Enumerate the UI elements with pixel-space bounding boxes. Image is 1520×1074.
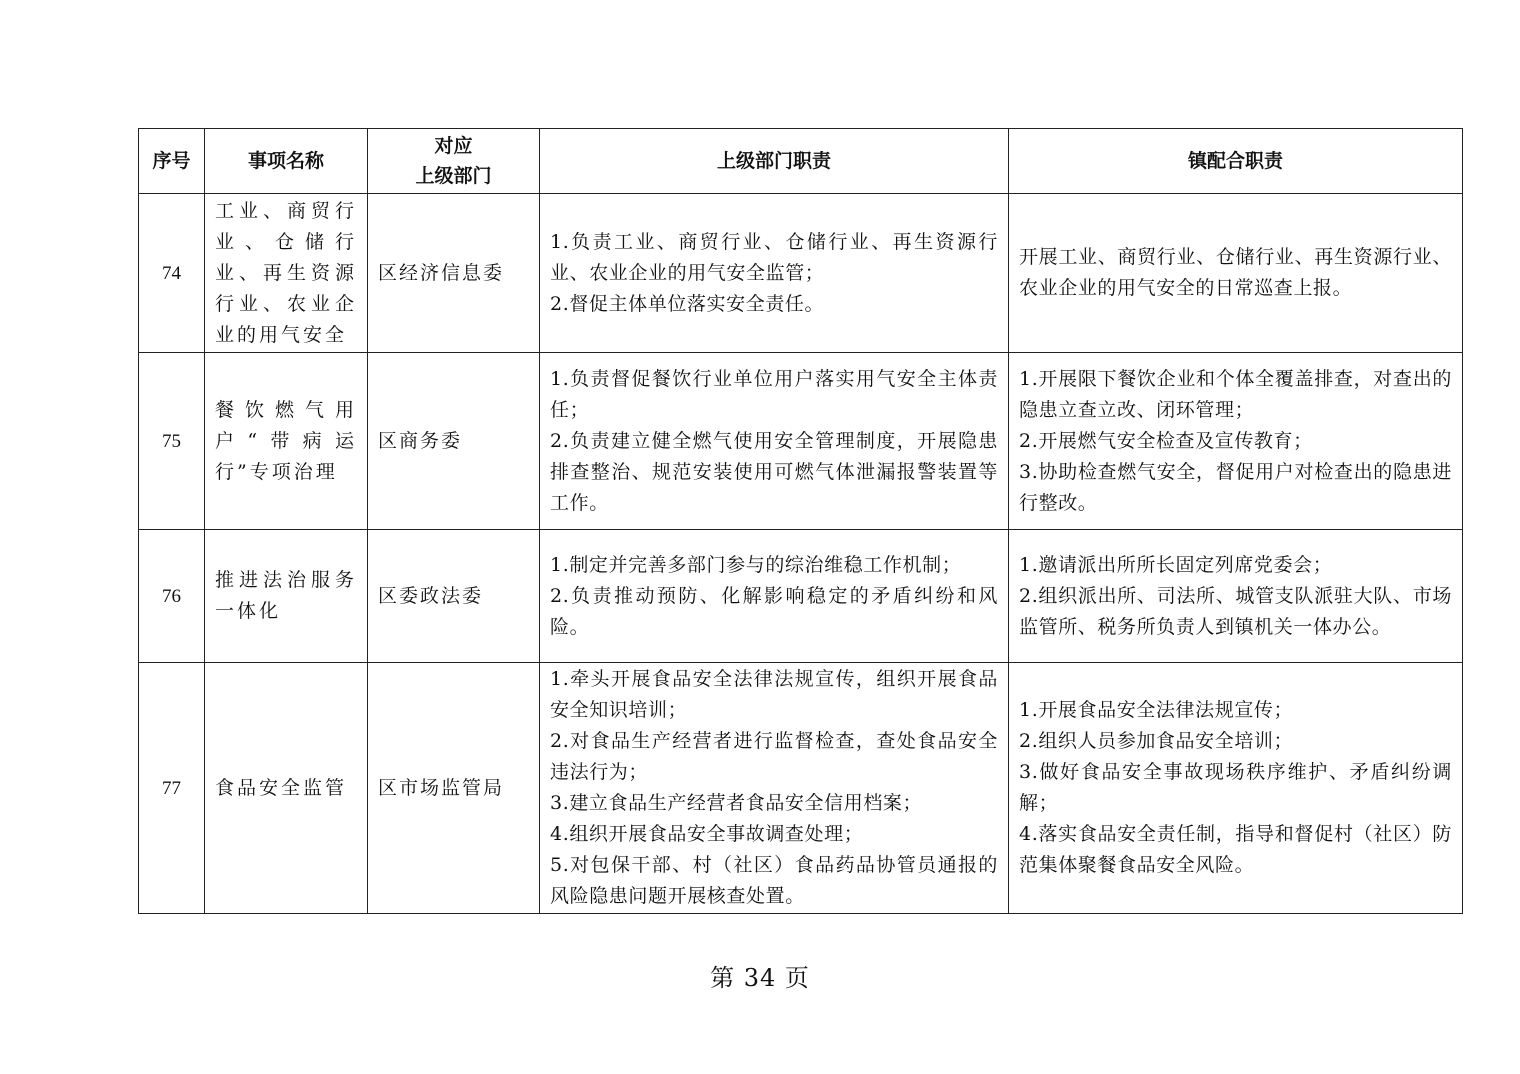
town-duty-item: 开展工业、商贸行业、仓储行业、再生资源行业、农业企业的用气安全的日常巡查上报。 [1019, 246, 1452, 299]
header-upper-duties: 上级部门职责 [540, 129, 1009, 194]
row-town-duties [1009, 353, 1463, 530]
row-serial-no: 75 [139, 353, 205, 530]
row-upper-duties [540, 194, 1009, 353]
row-upper-dept: 区市场监管局 [368, 663, 540, 914]
row-upper-dept: 区委政法委 [368, 530, 540, 663]
row-serial-no: 77 [139, 663, 205, 914]
page-number: 第 34 页 [710, 964, 810, 992]
town-duty-item: 3.协助检查燃气安全，督促用户对检查出的隐患进行整改。 [1019, 460, 1452, 514]
upper-duty-item: 2.督促主体单位落实安全责任。 [550, 292, 825, 315]
table-header-row [139, 129, 1463, 194]
table-row [139, 530, 1463, 663]
row-serial-no: 76 [139, 530, 205, 663]
row-upper-dept: 区经济信息委 [368, 194, 540, 353]
upper-duty-item: 1.牵头开展食品安全法律法规宣传，组织开展食品安全知识培训； [550, 668, 998, 721]
header-town-duties: 镇配合职责 [1009, 129, 1463, 194]
upper-duty-item: 4.组织开展食品安全事故调查处理； [550, 823, 864, 845]
row-town-duties [1009, 663, 1463, 914]
town-duty-item: 3.做好食品安全事故现场秩序维护、矛盾纠纷调解； [1019, 761, 1452, 814]
row-upper-duties [540, 353, 1009, 530]
row-item-name: 食品安全监管 [205, 663, 368, 914]
row-upper-dept: 区商务委 [368, 353, 540, 530]
town-duty-item: 4.落实食品安全责任制，指导和督促村（社区）防范集体聚餐食品安全风险。 [1019, 823, 1452, 876]
header-upper-dept-line2: 上级部门 [415, 165, 492, 187]
row-item-name: 工业、商贸行业、仓储行业、再生资源行业、农业企业的用气安全 [205, 194, 368, 353]
row-serial-no: 74 [139, 194, 205, 353]
table-row [139, 353, 1463, 530]
row-item-name: 推进法治服务一体化 [205, 530, 368, 663]
upper-duty-item: 2.对食品生产经营者进行监督检查，查处食品安全违法行为； [550, 730, 998, 783]
town-duty-item: 1.邀请派出所所长固定列席党委会； [1019, 553, 1333, 576]
row-upper-duties [540, 530, 1009, 663]
table-row [139, 663, 1463, 914]
upper-duty-item: 5.对包保干部、村（社区）食品药品协管员通报的风险隐患问题开展核查处置。 [550, 854, 998, 907]
header-item-name: 事项名称 [205, 129, 368, 194]
row-item-name: 餐饮燃气用户“带病运行”专项治理 [205, 353, 368, 530]
table-row [139, 194, 1463, 353]
town-duty-item: 1.开展食品安全法律法规宣传； [1019, 699, 1294, 721]
town-duty-item: 2.组织派出所、司法所、城管支队派驻大队、市场监管所、税务所负责人到镇机关一体办公。 [1019, 584, 1452, 638]
upper-duty-item: 3.建立食品生产经营者食品安全信用档案； [550, 792, 923, 814]
header-upper-dept [368, 129, 540, 194]
upper-duty-item: 1.负责工业、商贸行业、仓储行业、再生资源行业、农业企业的用气安全监管； [550, 230, 998, 284]
row-upper-duties [540, 663, 1009, 914]
header-serial-no: 序号 [139, 129, 205, 194]
row-town-duties [1009, 194, 1463, 353]
upper-duty-item: 2.负责建立健全燃气使用安全管理制度，开展隐患排查整治、规范安装使用可燃气体泄漏报警装置等工作。 [550, 429, 998, 514]
row-town-duties [1009, 530, 1463, 663]
upper-duty-item: 1.制定并完善多部门参与的综治维稳工作机制； [550, 553, 962, 576]
town-duty-item: 2.开展燃气安全检查及宣传教育； [1019, 429, 1313, 452]
upper-duty-item: 1.负责督促餐饮行业单位用户落实用气安全主体责任； [550, 367, 998, 421]
header-upper-dept-line1: 对应 [434, 135, 473, 157]
responsibility-table [138, 128, 1463, 914]
town-duty-item: 2.组织人员参加食品安全培训； [1019, 730, 1294, 752]
upper-duty-item: 2.负责推动预防、化解影响稳定的矛盾纠纷和风险。 [550, 584, 998, 638]
town-duty-item: 1.开展限下餐饮企业和个体全覆盖排查，对查出的隐患立查立改、闭环管理； [1019, 367, 1452, 421]
